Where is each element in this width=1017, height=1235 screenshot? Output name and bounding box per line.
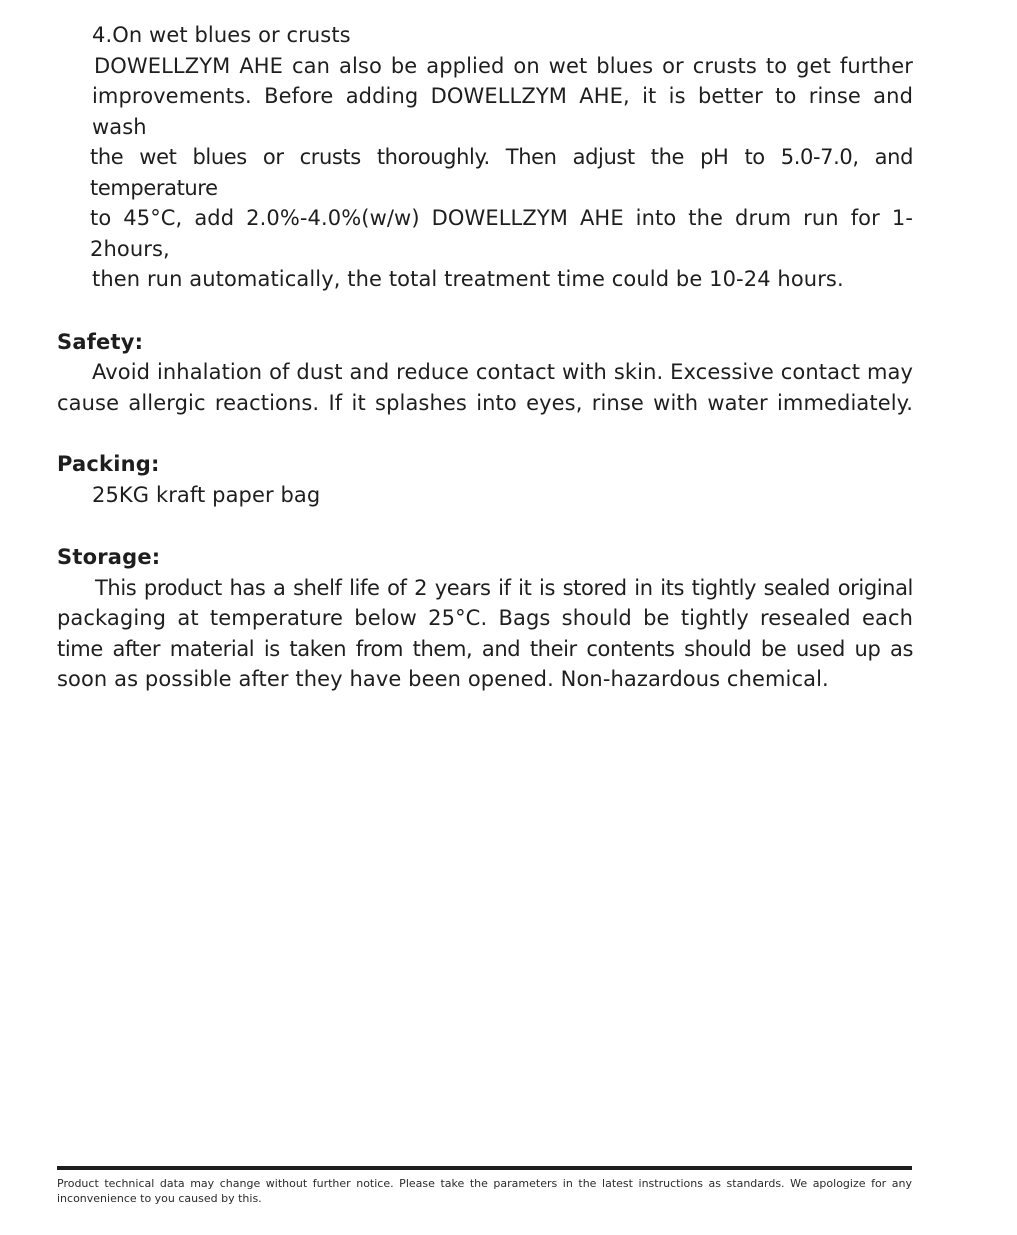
paragraph-line: then run automatically, the total treatment time could be 10-24 hours. xyxy=(92,267,844,291)
section-safety xyxy=(57,327,913,419)
paragraph-line: packaging at temperature below 25°C. Bags should be tightly resealed each xyxy=(57,606,913,630)
paragraph-line: 25KG kraft paper bag xyxy=(92,482,321,507)
paragraph-line: This product has a shelf life of 2 years if it is stored in its tightly sealed original xyxy=(95,575,913,600)
paragraph-line: time after material is taken from them, and their contents should be used up as xyxy=(57,636,913,661)
paragraph-line: to 45°C, add 2.0%-4.0%(w/w) DOWELLZYM AHE into the drum run for 1-2hours, xyxy=(90,206,913,261)
section-title: 4.On wet blues or crusts xyxy=(92,23,351,47)
paragraph-line: DOWELLZYM AHE can also be applied on wet blues or crusts to get further xyxy=(94,53,913,78)
section-wet-blues xyxy=(57,20,913,295)
paragraph-line: Avoid inhalation of dust and reduce contact with skin. Excessive contact may xyxy=(92,360,913,384)
footer-divider xyxy=(57,1166,912,1170)
paragraph-line: improvements. Before adding DOWELLZYM AHE, it is better to rinse and wash xyxy=(92,84,913,139)
footer-disclaimer: Product technical data may change without further notice. Please take the parameters in the latest instructions as standards. We apologize for any inconvenience to you caused by this. xyxy=(57,1177,912,1205)
paragraph-line: cause allergic reactions. If it splashes into eyes, rinse with water immediately. xyxy=(57,390,913,415)
section-storage xyxy=(57,542,913,695)
paragraph-line: the wet blues or crusts thoroughly. Then adjust the pH to 5.0-7.0, and temperature xyxy=(90,145,913,200)
section-packing xyxy=(57,449,913,510)
document-page xyxy=(57,20,913,695)
section-heading: Packing: xyxy=(57,452,160,476)
section-heading: Storage: xyxy=(57,545,161,569)
page-footer xyxy=(57,1166,912,1206)
paragraph-line: soon as possible after they have been opened. Non-hazardous chemical. xyxy=(57,667,829,691)
section-heading: Safety: xyxy=(57,329,144,354)
